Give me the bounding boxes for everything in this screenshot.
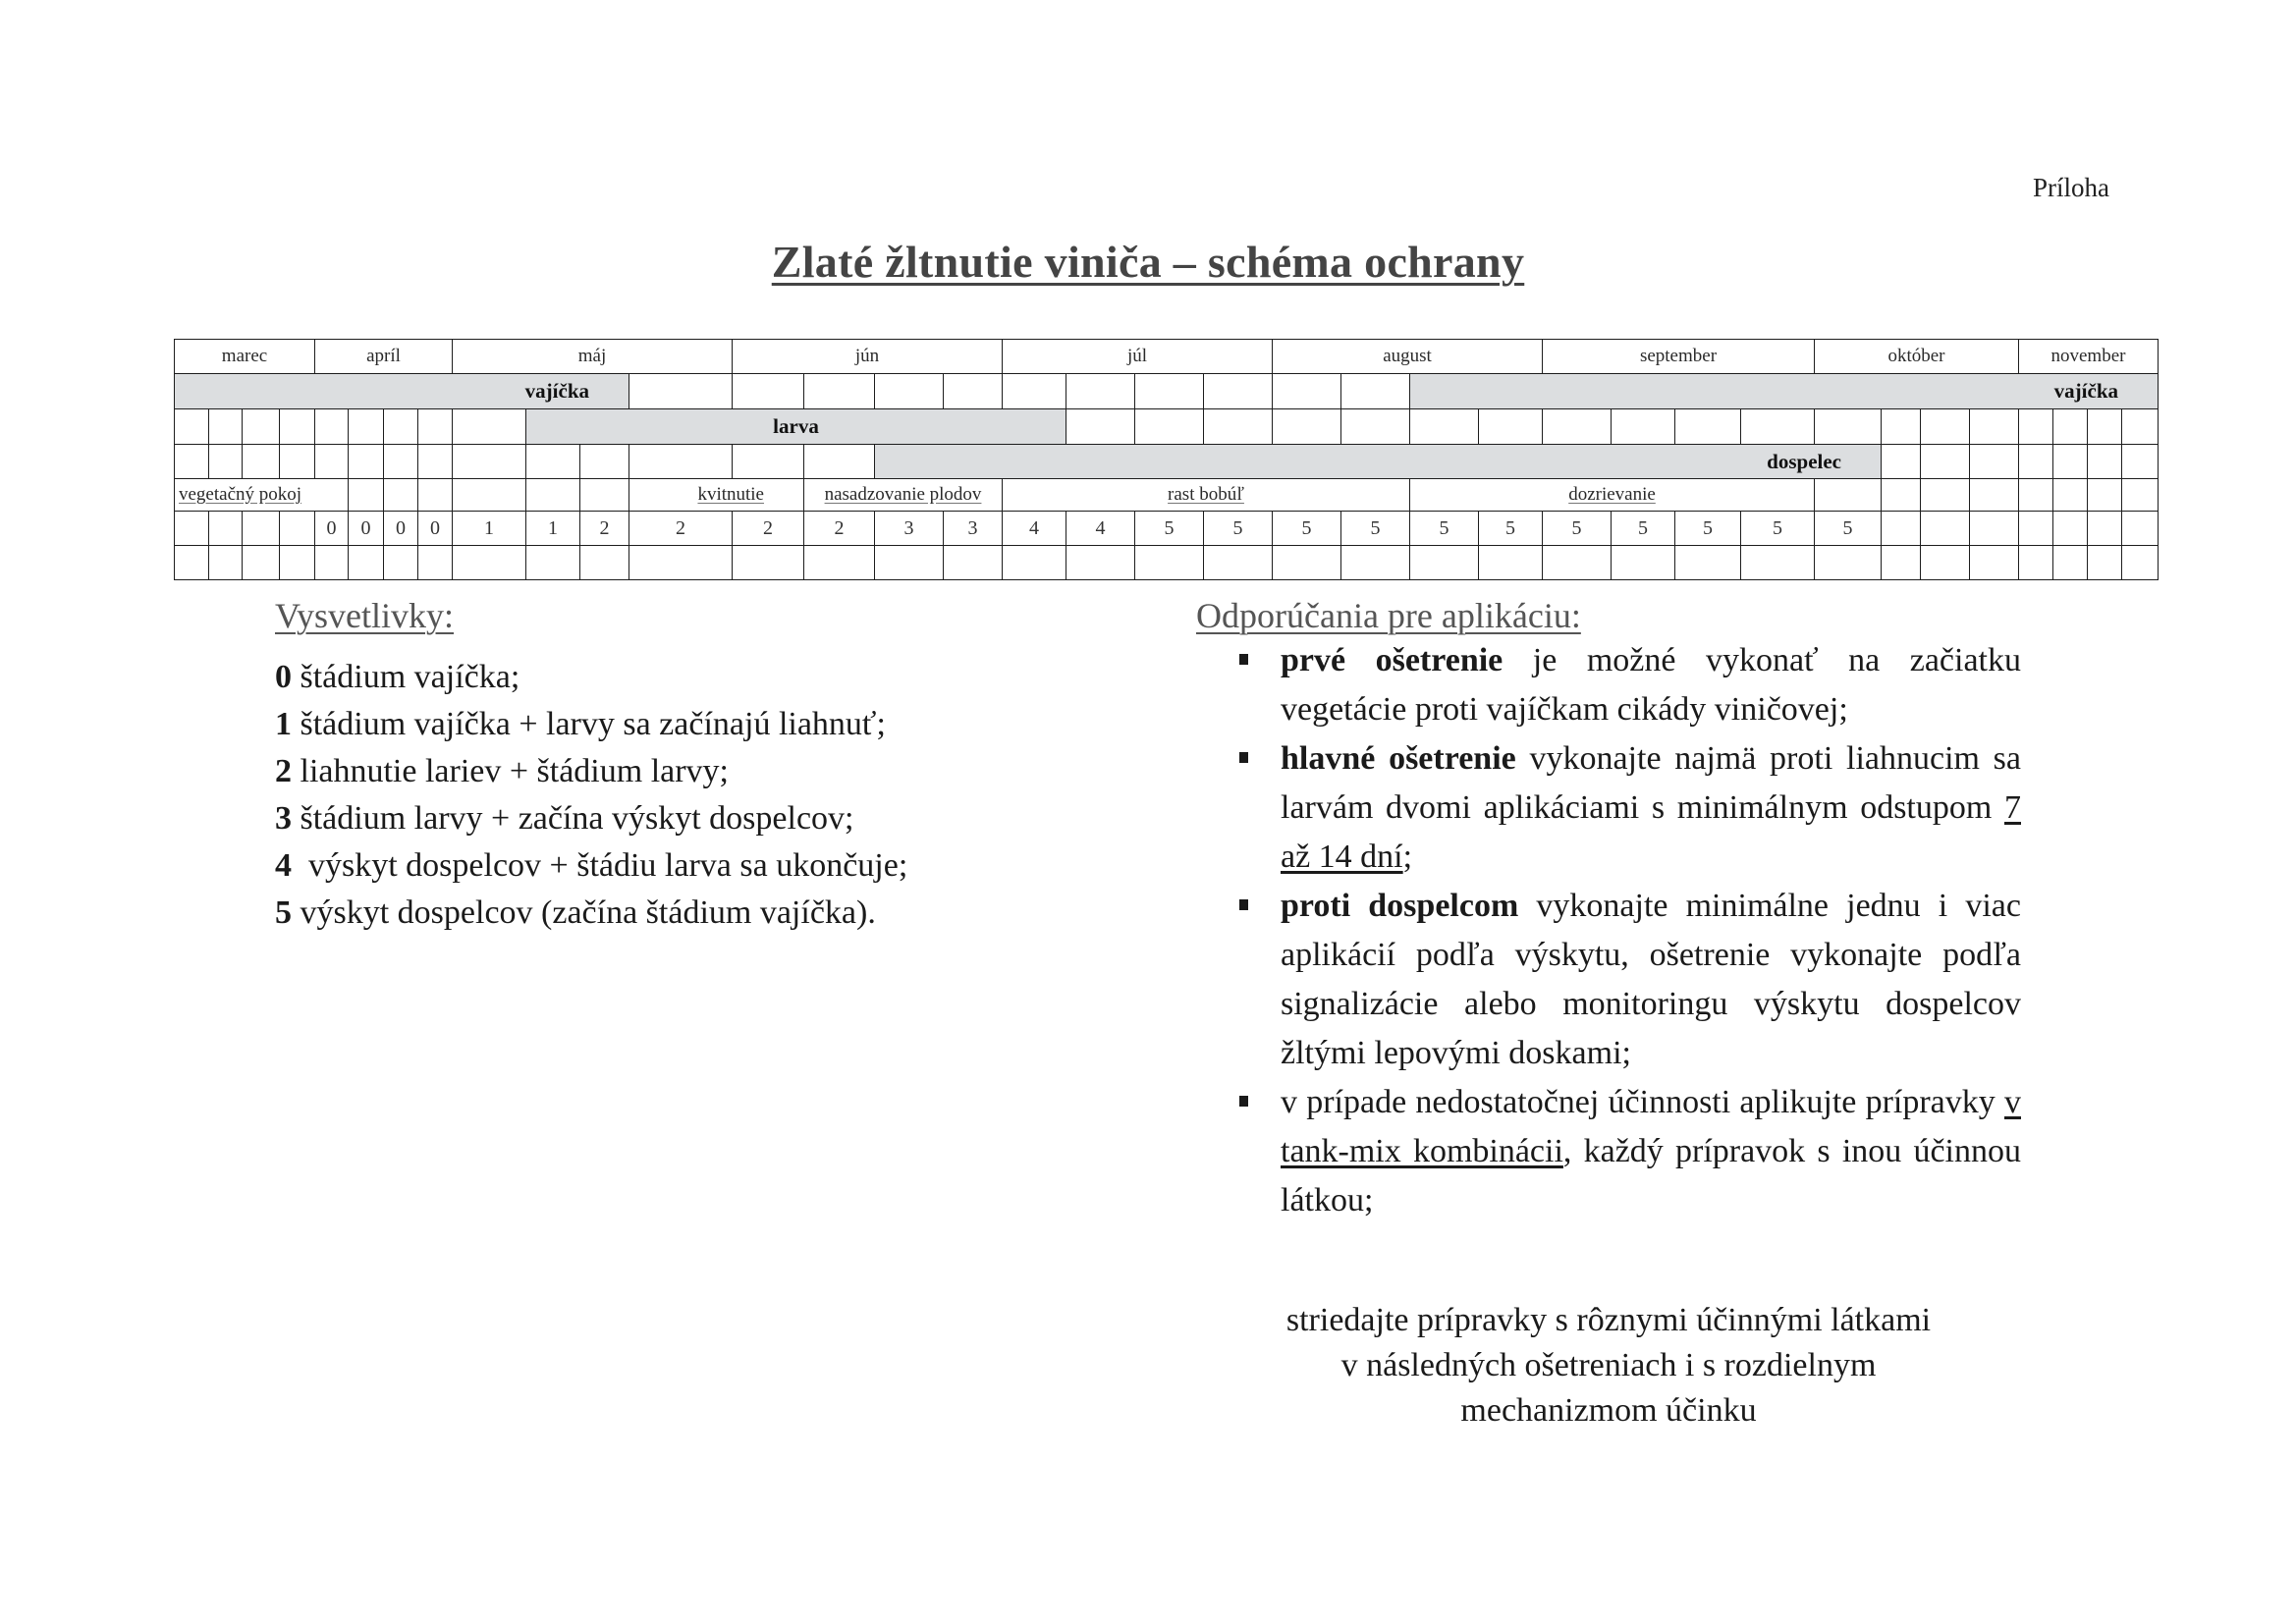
schedule-cell-text: apríl bbox=[366, 346, 401, 366]
schedule-cell-eggs bbox=[1134, 373, 1204, 409]
schedule-cell-text: 5 bbox=[1703, 516, 1713, 539]
schedule-cell-text: 5 bbox=[1842, 516, 1853, 539]
schedule-cell-text: 5 bbox=[1505, 516, 1515, 539]
schedule-cell-larva bbox=[1134, 408, 1204, 445]
schedule-cell-text: 0 bbox=[396, 516, 406, 539]
legend-text: výskyt dospelcov + štádiu larva sa ukončuje; bbox=[292, 847, 908, 884]
schedule-cell-text: jún bbox=[854, 346, 880, 366]
legend-code: 3 bbox=[275, 800, 292, 837]
schedule-cell-text: dospelec bbox=[1767, 449, 1841, 473]
schedule-cell-text: 1 bbox=[548, 516, 558, 539]
schedule-cell-text: júl bbox=[1126, 346, 1148, 366]
attachment-label: Príloha bbox=[2033, 173, 2109, 202]
schedule-cell-adult bbox=[2087, 444, 2122, 479]
schedule-cell-blank bbox=[2087, 545, 2122, 580]
legend-item bbox=[275, 701, 1120, 748]
schedule-cell-eggs bbox=[874, 373, 944, 409]
schedule-cell-blank bbox=[1066, 545, 1135, 580]
schedule-cell-phenology bbox=[1920, 478, 1970, 512]
legend-item bbox=[275, 795, 1120, 842]
schedule-cell-stage_codes bbox=[1740, 511, 1815, 546]
legend-code: 0 bbox=[275, 659, 292, 695]
schedule-cell-larva bbox=[452, 408, 526, 445]
schedule-cell-adult bbox=[2018, 444, 2053, 479]
schedule-cell-larva bbox=[242, 408, 280, 445]
schedule-cell-adult bbox=[452, 444, 526, 479]
schedule-cell-stage_codes bbox=[1674, 511, 1741, 546]
schedule-cell-larva bbox=[1542, 408, 1612, 445]
schedule-cell-stage_codes bbox=[348, 511, 384, 546]
schedule-cell-eggs bbox=[1340, 373, 1410, 409]
schedule-cell-stage_codes bbox=[1134, 511, 1204, 546]
schedule-cell-blank bbox=[732, 545, 804, 580]
legend-item bbox=[275, 890, 1120, 937]
schedule-cell-blank bbox=[1002, 545, 1066, 580]
schedule-cell-larva bbox=[1272, 408, 1341, 445]
legend-code: 2 bbox=[275, 753, 292, 789]
schedule-cell-text: 5 bbox=[1164, 516, 1175, 539]
schedule-cell-phenology bbox=[1002, 478, 1410, 512]
schedule-cell-blank bbox=[1674, 545, 1741, 580]
schedule-cell-larva bbox=[1409, 408, 1479, 445]
schedule-cell-adult bbox=[874, 444, 1882, 479]
schedule-cell-stage_codes bbox=[1920, 511, 1970, 546]
schedule-cell-adult bbox=[1920, 444, 1970, 479]
schedule-cell-blank bbox=[242, 545, 280, 580]
schedule-cell-adult bbox=[314, 444, 349, 479]
schedule-cell-stage_codes bbox=[2018, 511, 2053, 546]
recommendation-text: je možné vykonať na začiatku vegetácie proti vajíčkam cikády viničovej; bbox=[1281, 642, 2022, 728]
schedule-cell-text: marec bbox=[221, 346, 268, 366]
schedule-cell-adult bbox=[383, 444, 418, 479]
recommendation-text: vykonajte minimálne jednu i viac aplikácií podľa výskytu, ošetrenie vykonajte podľa signalizácie alebo monitoringu výskytu dospelcov žltými lepovými doskami; bbox=[1281, 888, 2021, 1071]
schedule-cell-blank bbox=[383, 545, 418, 580]
schedule-cell-phenology bbox=[1814, 478, 1882, 512]
schedule-cell-text: vegetačný pokoj bbox=[179, 484, 302, 505]
schedule-cell-blank bbox=[279, 545, 315, 580]
legend-section bbox=[275, 595, 1120, 937]
schedule-cell-larva bbox=[1814, 408, 1882, 445]
schedule-cell-adult bbox=[1969, 444, 2019, 479]
schedule-cell-larva bbox=[2018, 408, 2053, 445]
closing-line: v následných ošetreniach i s rozdielnym bbox=[1340, 1347, 1877, 1383]
schedule-cell-text: 0 bbox=[360, 516, 371, 539]
schedule-cell-stage_codes bbox=[1478, 511, 1543, 546]
schedule-cell-larva bbox=[314, 408, 349, 445]
schedule-cell-blank bbox=[1611, 545, 1675, 580]
schedule-cell-larva bbox=[1340, 408, 1410, 445]
schedule-cell-larva bbox=[1740, 408, 1815, 445]
schedule-cell-blank bbox=[629, 545, 733, 580]
schedule-cell-text: 4 bbox=[1029, 516, 1039, 539]
schedule-cell-stage_codes bbox=[1969, 511, 2019, 546]
schedule-cell-text: vajíčka bbox=[524, 379, 589, 403]
closing-line: striedajte prípravky s rôznymi účinnými látkami bbox=[1285, 1302, 1932, 1338]
schedule-cell-blank bbox=[1272, 545, 1341, 580]
schedule-cell-larva bbox=[208, 408, 243, 445]
schedule-cell-text: 3 bbox=[967, 516, 978, 539]
schedule-cell-blank bbox=[417, 545, 453, 580]
schedule-cell-phenology bbox=[348, 478, 384, 512]
schedule-cell-adult bbox=[1881, 444, 1921, 479]
legend-item bbox=[275, 748, 1120, 795]
schedule-cell-months bbox=[452, 339, 733, 374]
schedule-cell-blank bbox=[1814, 545, 1882, 580]
schedule-cell-text: 2 bbox=[599, 516, 610, 539]
recommendation-text-end: ; bbox=[1402, 839, 1413, 875]
schedule-cell-stage_codes bbox=[1066, 511, 1135, 546]
schedule-cell-phenology bbox=[383, 478, 418, 512]
schedule-cell-text: september bbox=[1639, 346, 1718, 366]
recommendation-text-end: , každý prípravok s inou účinnou látkou; bbox=[1281, 1133, 2022, 1218]
schedule-cell-blank bbox=[2121, 545, 2159, 580]
schedule-cell-blank bbox=[1881, 545, 1921, 580]
schedule-cell-text: 5 bbox=[1370, 516, 1381, 539]
schedule-cell-text: kvitnutie bbox=[697, 484, 764, 505]
schedule-cell-text: 4 bbox=[1095, 516, 1106, 539]
schedule-cell-stage_codes bbox=[242, 511, 280, 546]
schedule-cell-stage_codes bbox=[1814, 511, 1882, 546]
schedule-cell-phenology bbox=[1409, 478, 1815, 512]
schedule-cell-months bbox=[174, 339, 315, 374]
square-bullet-icon bbox=[1239, 1096, 1248, 1107]
schedule-cell-eggs bbox=[803, 373, 875, 409]
schedule-cell-text: 5 bbox=[1773, 516, 1782, 539]
schedule-cell-text: 1 bbox=[484, 516, 494, 539]
square-bullet-icon bbox=[1239, 654, 1248, 665]
schedule-cell-phenology bbox=[629, 478, 804, 512]
schedule-cell-stage_codes bbox=[803, 511, 875, 546]
schedule-cell-adult bbox=[629, 444, 733, 479]
schedule-cell-stage_codes bbox=[1881, 511, 1921, 546]
recommendation-keyword: hlavné ošetrenie bbox=[1281, 740, 1516, 777]
schedule-cell-adult bbox=[242, 444, 280, 479]
schedule-cell-larva bbox=[1066, 408, 1135, 445]
schedule-cell-blank bbox=[1203, 545, 1273, 580]
schedule-cell-larva bbox=[1674, 408, 1741, 445]
schedule-cell-stage_codes bbox=[1002, 511, 1066, 546]
schedule-cell-stage_codes bbox=[629, 511, 733, 546]
schedule-cell-larva bbox=[2087, 408, 2122, 445]
schedule-cell-blank bbox=[1340, 545, 1410, 580]
schedule-cell-text: nasadzovanie plodov bbox=[824, 484, 982, 505]
schedule-cell-phenology bbox=[174, 478, 349, 512]
recommendation-item bbox=[1196, 1078, 2021, 1225]
legend-text: štádium vajíčka + larvy sa začínajú liahnuť; bbox=[292, 706, 886, 742]
schedule-cell-stage_codes bbox=[943, 511, 1003, 546]
schedule-cell-text: 2 bbox=[834, 516, 845, 539]
schedule-cell-stage_codes bbox=[1611, 511, 1675, 546]
schedule-cell-text: 5 bbox=[1638, 516, 1648, 539]
legend-code: 4 bbox=[275, 847, 292, 884]
schedule-cell-larva bbox=[279, 408, 315, 445]
recommendations-heading: Odporúčania pre aplikáciu: bbox=[1196, 596, 1581, 635]
schedule-cell-blank bbox=[314, 545, 349, 580]
schedule-cell-stage_codes bbox=[732, 511, 804, 546]
schedule-cell-blank bbox=[174, 545, 209, 580]
schedule-cell-adult bbox=[279, 444, 315, 479]
schedule-cell-adult bbox=[348, 444, 384, 479]
recommendations-section bbox=[1196, 595, 2021, 1225]
schedule-cell-larva bbox=[1969, 408, 2019, 445]
schedule-cell-larva bbox=[1478, 408, 1543, 445]
schedule-cell-larva bbox=[525, 408, 1066, 445]
schedule-cell-eggs bbox=[629, 373, 733, 409]
schedule-cell-larva bbox=[2052, 408, 2088, 445]
schedule-cell-adult bbox=[732, 444, 804, 479]
schedule-cell-eggs bbox=[732, 373, 804, 409]
schedule-cell-stage_codes bbox=[314, 511, 349, 546]
recommendation-text: v prípade nedostatočnej účinnosti aplikujte prípravky bbox=[1281, 1084, 2004, 1120]
schedule-cell-eggs bbox=[1002, 373, 1066, 409]
recommendation-item bbox=[1196, 734, 2021, 882]
recommendation-text: vykonajte najmä proti liahnucim sa larvám dvomi aplikáciami s minimálnym odstupom bbox=[1281, 740, 2022, 826]
schedule-cell-stage_codes bbox=[2087, 511, 2122, 546]
schedule-cell-adult bbox=[174, 444, 209, 479]
recommendations-list bbox=[1196, 636, 2021, 1225]
schedule-cell-stage_codes bbox=[2121, 511, 2159, 546]
schedule-cell-larva bbox=[383, 408, 418, 445]
page-title-text: Zlaté žltnutie viniča – schéma ochrany bbox=[771, 237, 1525, 287]
schedule-cell-adult bbox=[525, 444, 580, 479]
schedule-cell-months bbox=[1002, 339, 1273, 374]
schedule-cell-larva bbox=[174, 408, 209, 445]
legend-text: štádium larvy + začína výskyt dospelcov; bbox=[292, 800, 854, 837]
schedule-cell-text: október bbox=[1887, 346, 1945, 366]
schedule-cell-phenology bbox=[1881, 478, 1921, 512]
schedule-cell-adult bbox=[208, 444, 243, 479]
schedule-cell-text: vajíčka bbox=[2053, 379, 2118, 403]
schedule-cell-blank bbox=[1478, 545, 1543, 580]
closing-note bbox=[1196, 1298, 2021, 1434]
schedule-cell-phenology bbox=[2087, 478, 2122, 512]
schedule-cell-text: 3 bbox=[903, 516, 914, 539]
schedule-cell-months bbox=[1542, 339, 1815, 374]
schedule-cell-text: august bbox=[1383, 346, 1432, 366]
schedule-cell-blank bbox=[1542, 545, 1612, 580]
schedule-cell-stage_codes bbox=[208, 511, 243, 546]
schedule-cell-blank bbox=[1920, 545, 1970, 580]
schedule-cell-phenology bbox=[525, 478, 580, 512]
schedule-cell-text: 5 bbox=[1571, 516, 1582, 539]
schedule-cell-blank bbox=[2052, 545, 2088, 580]
schedule-cell-phenology bbox=[417, 478, 453, 512]
legend-code: 5 bbox=[275, 894, 292, 931]
schedule-cell-phenology bbox=[2121, 478, 2159, 512]
schedule-cell-blank bbox=[348, 545, 384, 580]
schedule-cell-months bbox=[314, 339, 453, 374]
schedule-cell-blank bbox=[1134, 545, 1204, 580]
schedule-cell-phenology bbox=[2052, 478, 2088, 512]
recommendation-item bbox=[1196, 882, 2021, 1078]
schedule-cell-text: 5 bbox=[1232, 516, 1243, 539]
schedule-cell-stage_codes bbox=[174, 511, 209, 546]
schedule-cell-larva bbox=[348, 408, 384, 445]
schedule-cell-larva bbox=[1881, 408, 1921, 445]
schedule-cell-adult bbox=[2052, 444, 2088, 479]
recommendation-tankmix: v tank-mix kombinácii bbox=[1281, 1084, 2021, 1169]
schedule-cell-blank bbox=[208, 545, 243, 580]
schedule-cell-text: rast bobúľ bbox=[1168, 484, 1244, 505]
schedule-cell-text: 2 bbox=[676, 516, 685, 539]
schedule-cell-text: máj bbox=[577, 346, 607, 366]
recommendation-keyword: prvé ošetrenie bbox=[1281, 642, 1503, 678]
schedule-cell-months bbox=[1814, 339, 2019, 374]
schedule-cell-adult bbox=[803, 444, 875, 479]
legend-text: liahnutie lariev + štádium larvy; bbox=[292, 753, 730, 789]
schedule-cell-months bbox=[1272, 339, 1543, 374]
schedule-cell-phenology bbox=[579, 478, 629, 512]
schedule-cell-text: larva bbox=[773, 414, 819, 438]
schedule-cell-blank bbox=[943, 545, 1003, 580]
schedule-cell-blank bbox=[874, 545, 944, 580]
square-bullet-icon bbox=[1239, 899, 1248, 910]
schedule-cell-stage_codes bbox=[417, 511, 453, 546]
schedule-cell-text: november bbox=[2050, 346, 2126, 366]
closing-line: mechanizmom účinku bbox=[1460, 1392, 1757, 1429]
schedule-cell-adult bbox=[2121, 444, 2159, 479]
schedule-cell-adult bbox=[579, 444, 629, 479]
schedule-cell-larva bbox=[417, 408, 453, 445]
schedule-cell-stage_codes bbox=[874, 511, 944, 546]
schedule-cell-stage_codes bbox=[1272, 511, 1341, 546]
schedule-cell-eggs bbox=[943, 373, 1003, 409]
schedule-cell-blank bbox=[1740, 545, 1815, 580]
schedule-cell-text: 0 bbox=[430, 516, 440, 539]
schedule-cell-phenology bbox=[803, 478, 1003, 512]
schedule-cell-eggs bbox=[1272, 373, 1341, 409]
legend-code: 1 bbox=[275, 706, 292, 742]
schedule-cell-stage_codes bbox=[579, 511, 629, 546]
schedule-cell-eggs bbox=[1203, 373, 1273, 409]
schedule-cell-eggs bbox=[1066, 373, 1135, 409]
legend-text: výskyt dospelcov (začína štádium vajíčka). bbox=[292, 894, 876, 931]
schedule-cell-stage_codes bbox=[383, 511, 418, 546]
recommendation-interval: 7 až 14 dní bbox=[1281, 789, 2021, 875]
schedule-cell-blank bbox=[1409, 545, 1479, 580]
schedule-cell-adult bbox=[417, 444, 453, 479]
schedule-cell-stage_codes bbox=[525, 511, 580, 546]
schedule-cell-phenology bbox=[2018, 478, 2053, 512]
schedule-cell-text: 5 bbox=[1439, 516, 1449, 539]
schedule-cell-stage_codes bbox=[2052, 511, 2088, 546]
schedule-cell-larva bbox=[1611, 408, 1675, 445]
schedule-cell-eggs bbox=[1409, 373, 2159, 409]
schedule-cell-stage_codes bbox=[279, 511, 315, 546]
schedule-cell-blank bbox=[525, 545, 580, 580]
schedule-cell-larva bbox=[1920, 408, 1970, 445]
schedule-cell-text: 2 bbox=[763, 516, 773, 539]
schedule-cell-text: dozrievanie bbox=[1568, 484, 1656, 505]
schedule-cell-months bbox=[2018, 339, 2159, 374]
schedule-cell-larva bbox=[1203, 408, 1273, 445]
schedule-cell-stage_codes bbox=[1542, 511, 1612, 546]
schedule-cell-stage_codes bbox=[1203, 511, 1273, 546]
legend-item bbox=[275, 654, 1120, 701]
schedule-cell-months bbox=[732, 339, 1003, 374]
schedule-cell-phenology bbox=[1969, 478, 2019, 512]
recommendation-keyword: proti dospelcom bbox=[1281, 888, 1519, 924]
legend-item bbox=[275, 842, 1120, 890]
schedule-cell-phenology bbox=[452, 478, 526, 512]
recommendation-item bbox=[1196, 636, 2021, 734]
legend-text: štádium vajíčka; bbox=[292, 659, 520, 695]
legend-heading: Vysvetlivky: bbox=[275, 596, 455, 635]
schedule-cell-eggs bbox=[174, 373, 629, 409]
schedule-cell-stage_codes bbox=[1409, 511, 1479, 546]
schedule-cell-stage_codes bbox=[452, 511, 526, 546]
schedule-cell-blank bbox=[452, 545, 526, 580]
schedule-cell-blank bbox=[2018, 545, 2053, 580]
schedule-cell-blank bbox=[1969, 545, 2019, 580]
schedule-cell-larva bbox=[2121, 408, 2159, 445]
schedule-cell-text: 5 bbox=[1301, 516, 1312, 539]
schedule-cell-blank bbox=[803, 545, 875, 580]
square-bullet-icon bbox=[1239, 752, 1248, 763]
schedule-cell-blank bbox=[579, 545, 629, 580]
schedule-cell-text: 0 bbox=[326, 516, 337, 539]
schedule-cell-stage_codes bbox=[1340, 511, 1410, 546]
